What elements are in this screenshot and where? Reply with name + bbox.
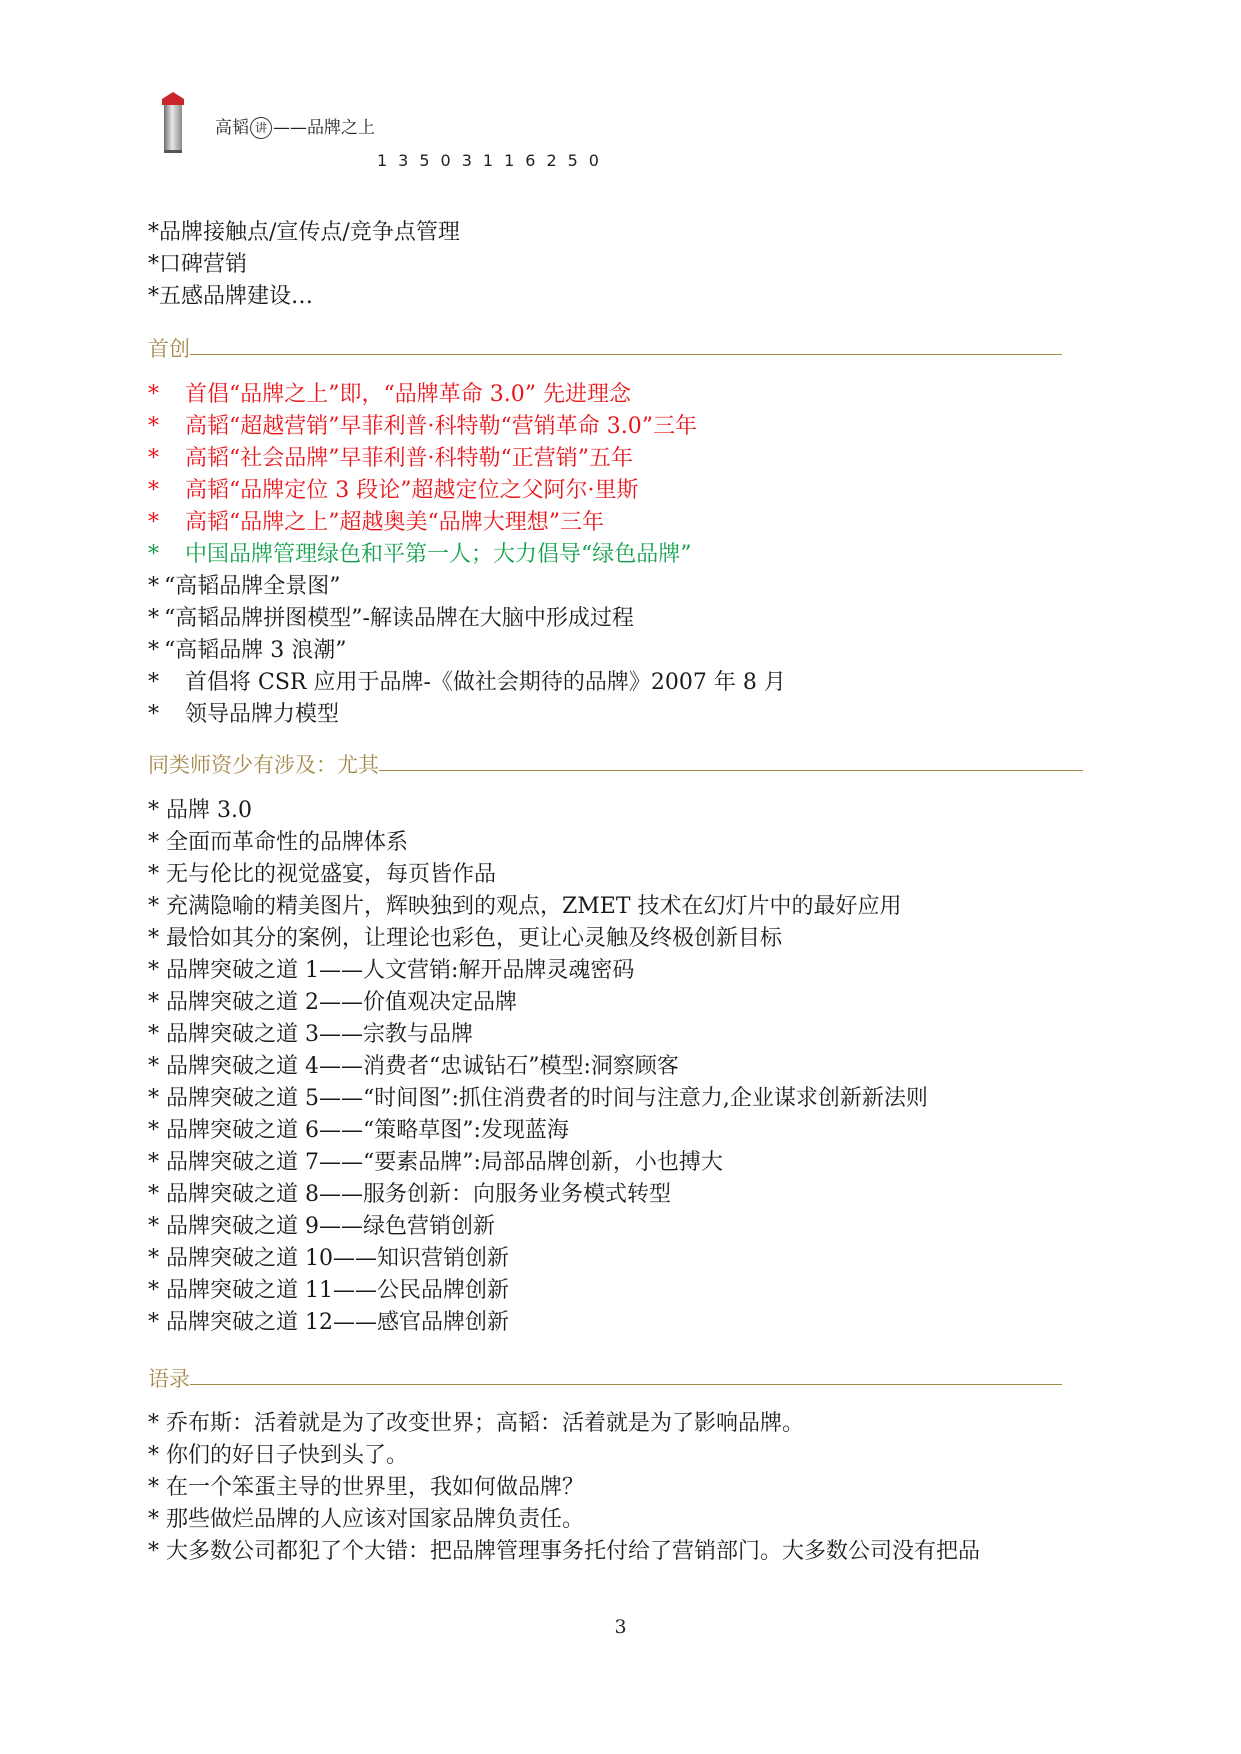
firsts-item: * 领导品牌力模型 [148,702,340,727]
rare-item: * 无与伦比的视觉盛宴，每页皆作品 [148,862,496,887]
rare-item: * 品牌突破之道 4——消费者“忠诚钻石”模型:洞察顾客 [148,1054,679,1079]
firsts-item: * 首倡“品牌之上”即，“品牌革命 3.0” 先进理念 [148,382,631,407]
firsts-item: * “高韬品牌拼图模型”-解读品牌在大脑中形成过程 [148,606,634,631]
quote-item: * 大多数公司都犯了个大错：把品牌管理事务托付给了营销部门。大多数公司没有把品 [148,1539,980,1564]
section-header-firsts [148,332,1062,362]
quote-item: * 在一个笨蛋主导的世界里，我如何做品牌？ [148,1475,584,1500]
firsts-item: * 中国品牌管理绿色和平第一人；大力倡导“绿色品牌” [148,542,692,567]
section-title: 首创 [148,337,190,361]
rare-item: * 最恰如其分的案例，让理论也彩色，更让心灵触及终极创新目标 [148,926,782,951]
rare-item: * 品牌突破之道 7——“要素品牌”:局部品牌创新，小也搏大 [148,1150,723,1175]
firsts-item: * “高韬品牌 3 浪潮” [148,638,347,663]
intro-item: *口碑营销 [148,252,248,277]
brand-title [215,113,375,139]
section-rule [190,354,1062,355]
rare-item: * 充满隐喻的精美图片，辉映独到的观点，ZMET 技术在幻灯片中的最好应用 [148,894,902,919]
firsts-item: * 高韬“品牌定位 3 段论”超越定位之父阿尔·里斯 [148,478,639,503]
section-rule [190,1384,1062,1385]
firsts-item: * 高韬“超越营销”早菲利普·科特勒“营销革命 3.0”三年 [148,414,697,439]
firsts-item: * 首倡将 CSR 应用于品牌-《做社会期待的品牌》2007 年 8 月 [148,670,786,695]
brand-circle-char: 讲 [250,117,272,139]
firsts-item: * 高韬“品牌之上”超越奥美“品牌大理想”三年 [148,510,604,535]
page-number: 3 [614,1616,627,1638]
phone-number: 13503116250 [377,151,610,170]
section-title: 同类师资少有涉及：尤其 [148,753,379,777]
rare-item: * 品牌突破之道 11——公民品牌创新 [148,1278,509,1303]
rare-item: * 品牌突破之道 6——“策略草图”:发现蓝海 [148,1118,569,1143]
rare-item: * 品牌突破之道 8——服务创新：向服务业务模式转型 [148,1182,671,1207]
brand-prefix: 高韬 [215,118,249,138]
rare-item: * 品牌突破之道 3——宗教与品牌 [148,1022,473,1047]
rare-item: * 品牌突破之道 12——感官品牌创新 [148,1310,509,1335]
section-rule [379,770,1083,771]
intro-item: *品牌接触点/宣传点/竞争点管理 [148,220,460,245]
intro-item: *五感品牌建设… [148,284,314,309]
firsts-item: * 高韬“社会品牌”早菲利普·科特勒“正营销”五年 [148,446,633,471]
brand-logo-icon [162,92,184,154]
brand-suffix: ——品牌之上 [273,118,375,138]
section-title: 语录 [148,1367,190,1391]
rare-item: * 全面而革命性的品牌体系 [148,830,408,855]
quote-item: * 乔布斯：活着就是为了改变世界；高韬：活着就是为了影响品牌。 [148,1411,804,1436]
quote-item: * 你们的好日子快到头了。 [148,1443,408,1468]
rare-item: * 品牌突破之道 1——人文营销:解开品牌灵魂密码 [148,958,635,983]
rare-item: * 品牌突破之道 2——价值观决定品牌 [148,990,517,1015]
rare-item: * 品牌突破之道 9——绿色营销创新 [148,1214,495,1239]
firsts-item: * “高韬品牌全景图” [148,574,341,599]
section-header-rare [148,748,1083,778]
quote-item: * 那些做烂品牌的人应该对国家品牌负责任。 [148,1507,584,1532]
rare-item: * 品牌突破之道 10——知识营销创新 [148,1246,509,1271]
rare-item: * 品牌突破之道 5——“时间图”:抓住消费者的时间与注意力,企业谋求创新新法则 [148,1086,928,1111]
rare-item: * 品牌 3.0 [148,798,252,823]
section-header-quotes [148,1362,1062,1392]
